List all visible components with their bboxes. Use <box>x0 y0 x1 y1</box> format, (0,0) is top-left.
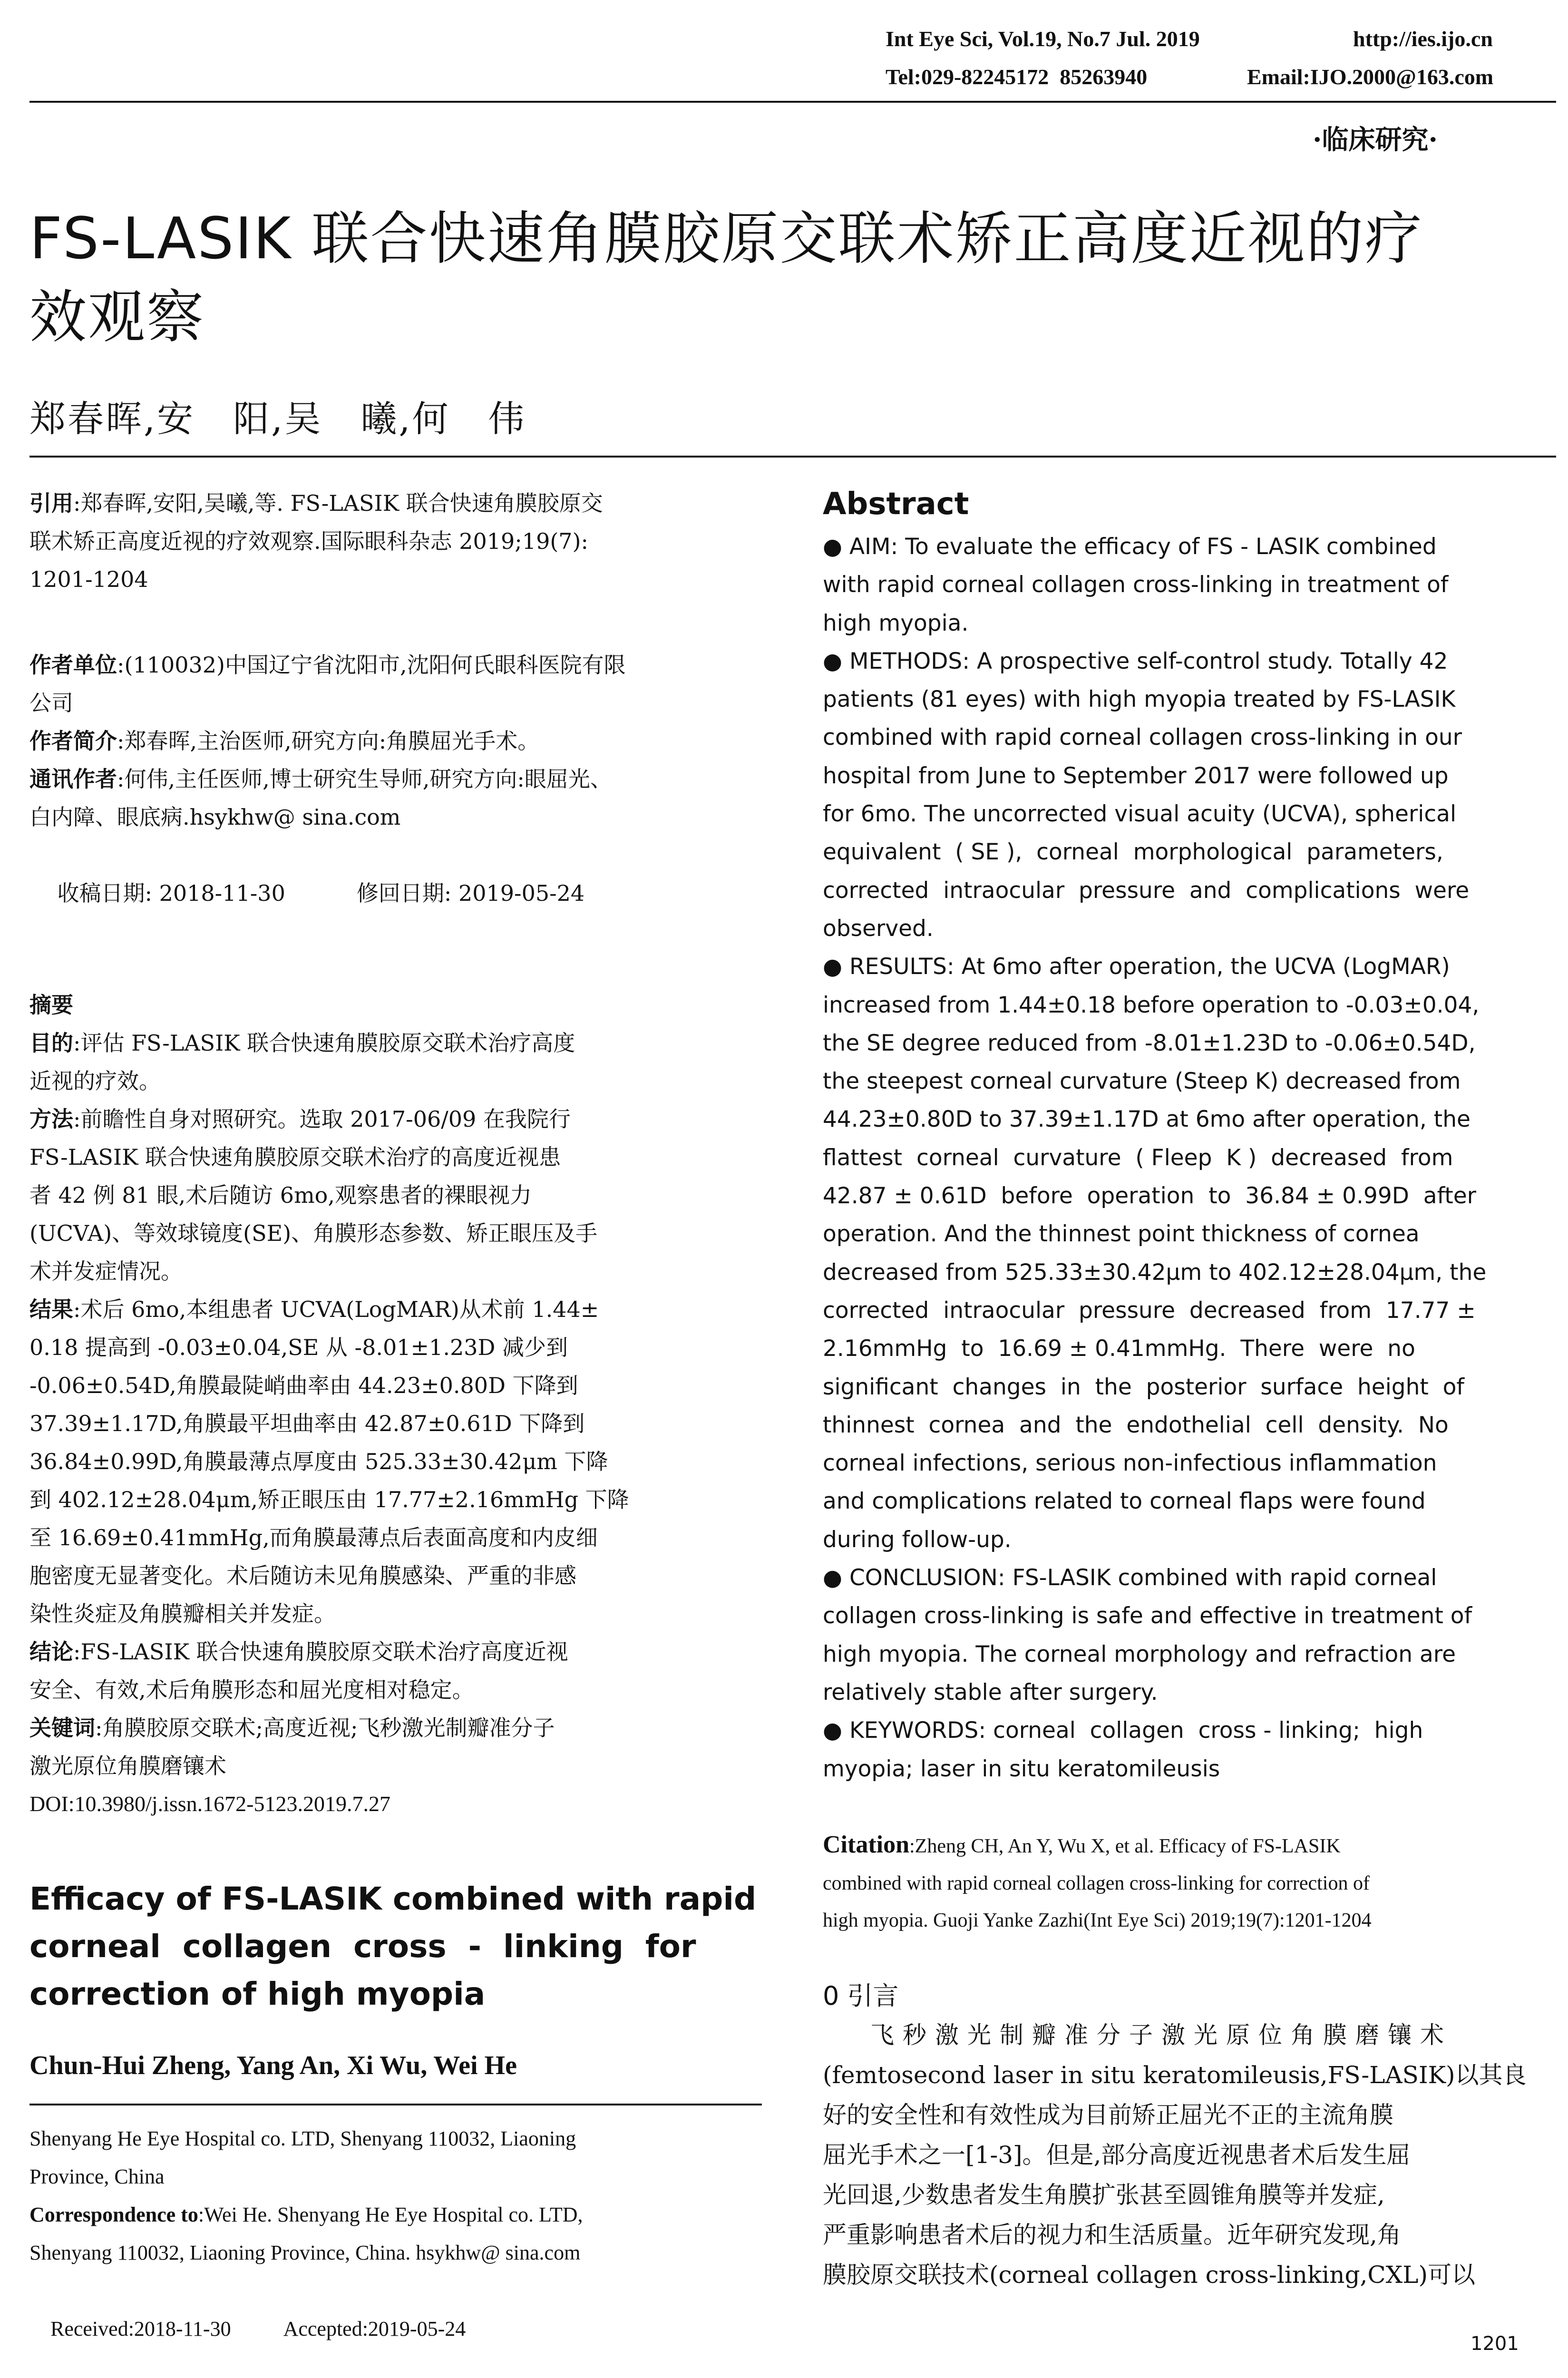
author-bio <box>29 722 762 760</box>
methods-text: 者 42 例 81 眼,术后随访 6mo,观察患者的裸眼视力 <box>29 1182 532 1208</box>
dates-cn <box>29 836 762 950</box>
bio-label: 作者简介 <box>29 728 117 754</box>
page-number: 1201 <box>1471 2333 1519 2355</box>
methods-en-text: equivalent ( SE ), corneal morphological parameters, <box>823 839 1443 866</box>
conclusion-en-text: : FS-LASIK combined with rapid corneal <box>997 1565 1437 1591</box>
results-en-text: significant changes in the posterior surface height of <box>823 1374 1464 1400</box>
intro-line: 膜胶原交联技术(corneal collagen cross-linking,CXL)可以 <box>823 2261 1475 2289</box>
citation-text: :郑春晖,安阳,吴曦,等. FS-LASIK 联合快速角膜胶原交 <box>73 490 603 516</box>
results-en-text: during follow-up. <box>823 1526 1012 1553</box>
intro-heading: 0 引言 <box>823 1980 899 2011</box>
journal-line: Int Eye Sci, Vol.19, No.7 Jul. 2019 <box>886 27 1200 51</box>
results-text: 0.18 提高到 -0.03±0.04,SE 从 -8.01±1.23D 减少到 <box>29 1335 568 1360</box>
results-text: 胞密度无显著变化。术后随访未见角膜感染、严重的非感 <box>29 1563 576 1589</box>
results-text: 染性炎症及角膜瓣相关并发症。 <box>29 1601 336 1627</box>
conclusion-label: 结论 <box>29 1639 73 1665</box>
keywords-text: :角膜胶原交联术;高度近视;飞秒激光制瓣准分子 <box>95 1715 555 1741</box>
tel-line: Tel:029-82245172 85263940 <box>886 65 1148 89</box>
intro-line: 飞秒激光制瓣准分子激光原位角膜磨镶术 <box>870 2021 1452 2049</box>
received-date-en: Received:2018-11-30 <box>50 2317 231 2340</box>
aim-en: ● AIM: To evaluate the efficacy of FS - LASIK combined with rapid corneal collagen cross-linking in treatment of high myopia. <box>823 528 1556 643</box>
bio-text: :郑春晖,主治医师,研究方向:角膜屈光手术。 <box>117 728 540 754</box>
doi[interactable]: DOI:10.3980/j.issn.1672-5123.2019.7.27 <box>29 1792 390 1816</box>
revised-date: 修回日期: 2019-05-24 <box>356 880 585 906</box>
abstract-heading-en: Abstract <box>823 487 969 522</box>
results-en-text: decreased from 525.33±30.42μm to 402.12±28.04μm, the <box>823 1259 1487 1286</box>
citation-en-text: combined with rapid corneal collagen cross-linking for correction of <box>823 1872 1370 1894</box>
objective-text: 近视的疗效。 <box>29 1068 161 1094</box>
conclusion-text: :FS-LASIK 联合快速角膜胶原交联术治疗高度近视 <box>73 1639 568 1665</box>
results-text: -0.06±0.54D,角膜最陡峭曲率由 44.23±0.80D 下降到 <box>29 1373 578 1398</box>
keywords-label: 关键词 <box>29 1715 95 1741</box>
methods-text: FS-LASIK 联合快速角膜胶原交联术治疗的高度近视患 <box>29 1144 561 1170</box>
intro-line: 好的安全性和有效性成为目前矫正屈光不正的主流角膜 <box>823 2101 1393 2129</box>
conclusion-en-text: relatively stable after surgery. <box>823 1679 1158 1706</box>
affiliation-cn <box>29 646 762 722</box>
methods-en-text: : A prospective self-control study. Totally 42 <box>962 648 1448 674</box>
aim-text: : To evaluate the efficacy of FS - LASIK combined <box>890 534 1437 560</box>
title-en-line: corneal collagen cross - linking for <box>29 1928 696 1965</box>
right-column <box>823 480 1556 2295</box>
keywords-text: 激光原位角膜磨镶术 <box>29 1753 226 1779</box>
affiliation-text: :(110032)中国辽宁省沈阳市,沈阳何氏眼科医院有限 <box>117 652 626 678</box>
keywords-cn <box>29 1709 762 1785</box>
correspondence-en-label: Correspondence to <box>29 2203 198 2226</box>
results-en-text: 42.87 ± 0.61D before operation to 36.84 ± 0.99D after <box>823 1183 1476 1209</box>
results-text: 36.84±0.99D,角膜最薄点厚度由 525.33±30.42μm 下降 <box>29 1449 608 1474</box>
email-line[interactable]: Email:IJO.2000@163.com <box>1247 65 1494 89</box>
correspondence-en <box>29 2196 762 2272</box>
accepted-date-en: Accepted:2019-05-24 <box>283 2317 466 2340</box>
conclusion-text: 安全、有效,术后角膜形态和屈光度相对稳定。 <box>29 1677 474 1703</box>
title-en-line: Efficacy of FS-LASIK combined with rapid <box>29 1881 757 1917</box>
methods-text: 术并发症情况。 <box>29 1258 183 1284</box>
objective-cn <box>29 1024 762 1100</box>
keywords-en-text: : corneal collagen cross - linking; high <box>978 1717 1423 1744</box>
results-en-text: 2.16mmHg to 16.69 ± 0.41mmHg. There were no <box>823 1335 1415 1362</box>
results-en-text: flattest corneal curvature ( Fleep K ) decreased from <box>823 1144 1453 1171</box>
results-text: 37.39±1.17D,角膜最平坦曲率由 42.87±0.61D 下降到 <box>29 1411 585 1436</box>
results-text: :术后 6mo,本组患者 UCVA(LogMAR)从术前 1.44± <box>73 1296 599 1322</box>
aim-text: high myopia. <box>823 610 969 636</box>
affiliation-text: 公司 <box>29 690 73 716</box>
results-en-text: increased from 1.44±0.18 before operation to -0.03±0.04, <box>823 992 1480 1018</box>
results-label: 结果 <box>29 1296 73 1322</box>
correspondence-en-text: Shenyang 110032, Liaoning Province, China. hsykhw@ sina.com <box>29 2241 581 2264</box>
aim-text: with rapid corneal collagen cross-linking in treatment of <box>823 572 1449 598</box>
affiliation-en-line: Province, China <box>29 2165 165 2188</box>
received-date: 收稿日期: 2018-11-30 <box>57 880 285 906</box>
methods-cn <box>29 1100 762 1290</box>
citation-text: 1201-1204 <box>29 566 148 592</box>
left-column <box>29 484 762 2378</box>
keywords-en: ● KEYWORDS: corneal collagen cross - linking; high myopia; laser in situ keratomileusis <box>823 1712 1556 1788</box>
citation-en-text: high myopia. Guoji Yanke Zazhi(Int Eye Sci) 2019;19(7):1201-1204 <box>823 1909 1372 1931</box>
results-en-text: the steepest corneal curvature (Steep K) decreased from <box>823 1068 1461 1095</box>
results-en-text: thinnest cornea and the endothelial cell density. No <box>823 1412 1449 1438</box>
intro-line: 屈光手术之一[1-3]。但是,部分高度近视患者术后发生屈 <box>823 2141 1411 2169</box>
affiliation-en-line: Shenyang He Eye Hospital co. LTD, Shenyang 110032, Liaoning <box>29 2127 576 2150</box>
keywords-en-label: KEYWORDS <box>849 1717 979 1744</box>
conclusion-en-text: high myopia. The corneal morphology and refraction are <box>823 1641 1456 1667</box>
methods-en-text: observed. <box>823 915 934 942</box>
objective-label: 目的 <box>29 1030 73 1056</box>
header-rule <box>29 101 1556 103</box>
citation-label: 引用 <box>29 490 73 516</box>
methods-en-text: hospital from June to September 2017 were followed up <box>823 762 1449 789</box>
dates-en <box>29 2272 762 2378</box>
section-label: ·临床研究· <box>1313 124 1438 156</box>
affiliation-label: 作者单位 <box>29 652 117 678</box>
corresp-label: 通讯作者 <box>29 766 117 792</box>
results-en-text: 44.23±0.80D to 37.39±1.17D at 6mo after operation, the <box>823 1106 1471 1133</box>
abstract-heading-cn: 摘要 <box>29 992 73 1018</box>
methods-en-text: corrected intraocular pressure and complications were <box>823 877 1470 904</box>
results-text: 至 16.69±0.41mmHg,而角膜最薄点后表面高度和内皮细 <box>29 1525 598 1550</box>
journal-url[interactable]: http://ies.ijo.cn <box>1353 27 1493 51</box>
intro-body <box>823 2015 1556 2295</box>
results-en-text: operation. And the thinnest point thickness of cornea <box>823 1221 1420 1247</box>
page-title <box>29 200 1423 357</box>
results-en: ● RESULTS: At 6mo after operation, the UCVA (LogMAR) increased from 1.44±0.18 before operation to -0.03±0.04, the SE degree reduced from -8.01±1.23D to -0.06±0.54D, the steepest corneal curvature (Steep K) decreased from 44.23±0.80D to 37.39±1.17D at 6mo after operation, the flattest corneal curvature ( Fleep K ) decreased from 42.87 ± 0.61D before operation to 36.84 ± 0.99D after operation. And the thinnest point thickness of cornea decreased from 525.33±30.42μm to 402.12±28.04μm, the corrected intraocular pressure decreased from 17.77 ± 2.16mmHg to 16.69 ± 0.41mmHg. There were no significant changes in the posterior surface height of thinnest cornea and the endothelial cell density. No corneal infections, serious non-infectious inflammation and complications related to corneal flaps were found during follow-up. <box>823 948 1556 1559</box>
methods-label: 方法 <box>29 1106 73 1132</box>
citation-en-label: Citation <box>823 1831 909 1858</box>
citation-cn <box>29 484 762 598</box>
methods-en-text: combined with rapid corneal collagen cross-linking in our <box>823 724 1462 751</box>
affiliation-en <box>29 2120 762 2196</box>
results-text: 到 402.12±28.04μm,矫正眼压由 17.77±2.16mmHg 下降 <box>29 1487 629 1512</box>
methods-en: ● METHODS: A prospective self-control study. Totally 42 patients (81 eyes) with high myopia treated by FS-LASIK combined with rapid corneal collagen cross-linking in our hospital from June to September 2017 were followed up for 6mo. The uncorrected visual acuity (UCVA), spherical equivalent ( SE ), corneal morphological parameters, corrected intraocular pressure and complications were observed. <box>823 643 1556 948</box>
results-cn <box>29 1290 762 1633</box>
intro-line: 严重影响患者术后的视力和生活质量。近年研究发现,角 <box>823 2221 1401 2249</box>
page-title-line: FS-LASIK 联合快速角膜胶原交联术矫正高度近视的疗 <box>29 206 1423 272</box>
title-rule <box>29 456 1556 458</box>
methods-en-text: patients (81 eyes) with high myopia treated by FS-LASIK <box>823 686 1456 713</box>
corresponding-author <box>29 760 762 836</box>
corresp-text: 白内障、眼底病.hsykhw@ sina.com <box>29 804 401 830</box>
authors-cn: 郑春晖,安 阳,吴 曦,何 伟 <box>29 398 526 440</box>
intro-line: 光回退,少数患者发生角膜扩张甚至圆锥角膜等并发症, <box>823 2181 1385 2209</box>
title-en-line: correction of high myopia <box>29 1976 486 2012</box>
methods-text: :前瞻性自身对照研究。选取 2017-06/09 在我院行 <box>73 1106 571 1132</box>
correspondence-en-text: :Wei He. Shenyang He Eye Hospital co. LTD, <box>198 2203 583 2226</box>
methods-en-label: METHODS <box>849 648 963 674</box>
conclusion-en-text: collagen cross-linking is safe and effective in treatment of <box>823 1603 1472 1629</box>
results-en-text: corrected intraocular pressure decreased from 17.77 ± <box>823 1297 1476 1324</box>
page-title-line: 效观察 <box>29 284 205 351</box>
results-en-text: : At 6mo after operation, the UCVA (LogMAR) <box>946 954 1450 980</box>
corresp-text: :何伟,主任医师,博士研究生导师,研究方向:眼屈光、 <box>117 766 612 792</box>
aim-label: AIM <box>849 534 891 560</box>
results-en-text: and complications related to corneal flaps were found <box>823 1488 1426 1515</box>
abstract-en-body <box>823 528 1556 1788</box>
conclusion-en-label: CONCLUSION <box>849 1565 998 1591</box>
authors-en-rule <box>29 2104 762 2105</box>
keywords-en-text: myopia; laser in situ keratomileusis <box>823 1755 1220 1782</box>
conclusion-cn <box>29 1633 762 1709</box>
results-en-label: RESULTS <box>849 954 947 980</box>
methods-text: (UCVA)、等效球镜度(SE)、角膜形态参数、矫正眼压及手 <box>29 1220 598 1246</box>
citation-en <box>823 1826 1556 1939</box>
intro-line: (femtosecond laser in situ keratomileusis,FS-LASIK)以其良 <box>823 2061 1527 2089</box>
title-en <box>29 1875 762 2018</box>
results-en-text: the SE degree reduced from -8.01±1.23D to -0.06±0.54D, <box>823 1030 1476 1056</box>
results-en-text: corneal infections, serious non-infectious inflammation <box>823 1450 1437 1477</box>
conclusion-en: ● CONCLUSION: FS-LASIK combined with rapid corneal collagen cross-linking is safe and effective in treatment of high myopia. The corneal morphology and refraction are relatively stable after surgery. <box>823 1559 1556 1712</box>
authors-en: Chun-Hui Zheng, Yang An, Xi Wu, Wei He <box>29 2051 517 2080</box>
objective-text: :评估 FS-LASIK 联合快速角膜胶原交联术治疗高度 <box>73 1030 575 1056</box>
citation-text: 联术矫正高度近视的疗效观察.国际眼科杂志 2019;19(7): <box>29 528 588 554</box>
methods-en-text: for 6mo. The uncorrected visual acuity (UCVA), spherical <box>823 801 1457 828</box>
citation-en-text: :Zheng CH, An Y, Wu X, et al. Efficacy of FS-LASIK <box>909 1835 1341 1857</box>
